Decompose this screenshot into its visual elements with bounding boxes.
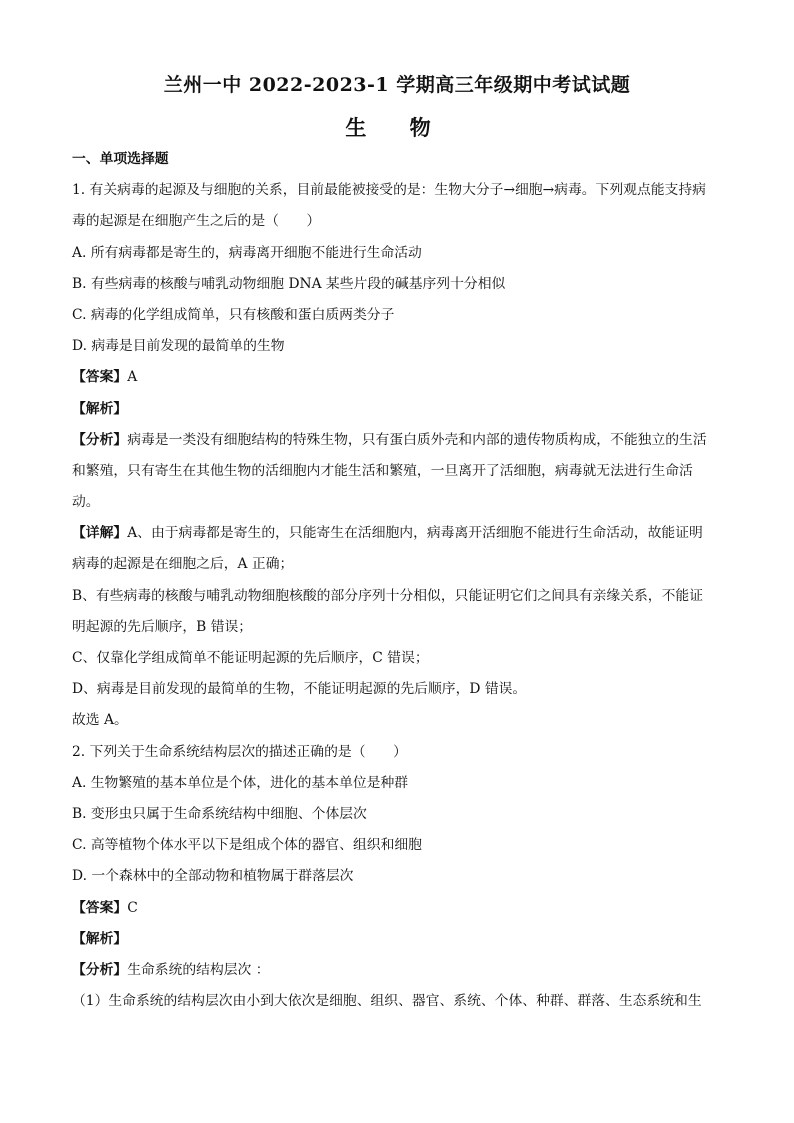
q2-fenxi-text-1: 生命系统的结构层次 ： [127, 961, 270, 978]
page-title: 兰州一中 2022-2023-1 学期高三年级期中考试试题 [163, 74, 631, 96]
subject-title: 生 物 [345, 115, 449, 140]
q1-fenxi-line-2: 和繁殖，只有寄生在其他生物的活细胞内才能生活和繁殖，一旦离开了活细胞，病毒就无法进行生命活 [72, 462, 693, 479]
q1-jiexi-tag: 【解析】 [72, 400, 128, 417]
q1-xiangjie-d: D、病毒是目前发现的最简单的生物，不能证明起源的先后顺序，D 错误。 [72, 681, 527, 698]
q1-xiangjie-a-line-2: 病毒的起源是在细胞之后，A 正确； [72, 556, 294, 573]
q2-answer-tag: 【答案】 [72, 899, 128, 916]
q1-xiangjie-b-line-2: 明起源的先后顺序，B 错误； [72, 618, 253, 635]
q1-fenxi-line-1 [72, 430, 722, 450]
section-heading: 一、单项选择题 [72, 151, 169, 167]
q1-fenxi-line-3: 动。 [72, 494, 100, 511]
q2-fenxi-tag: 【分析】 [72, 961, 128, 978]
q1-xiangjie-b-line-1: B、有些病毒的核酸与哺乳动物细胞核酸的部分序列十分相似，只能证明它们之间具有亲缘关系，不能证 [72, 587, 703, 604]
q1-option-b: B. 有些病毒的核酸与哺乳动物细胞 DNA 某些片段的碱基序列十分相似 [72, 275, 506, 292]
q1-option-c: C. 病毒的化学组成简单，只有核酸和蛋白质两类分子 [72, 306, 395, 323]
q2-jiexi-tag: 【解析】 [72, 930, 128, 947]
q1-option-a: A. 所有病毒都是寄生的，病毒离开细胞不能进行生命活动 [72, 244, 422, 261]
q1-xiangjie-c: C、仅靠化学组成简单不能证明起源的先后顺序，C 错误； [72, 650, 429, 666]
document-body [72, 149, 722, 1022]
q1-stem-line-1: 1. 有关病毒的起源及与细胞的关系，目前最能被接受的是：生物大分子→细胞→病毒。下列观点能支持病 [72, 182, 706, 199]
q2-fenxi-line-1 [72, 960, 722, 980]
q1-option-d: D. 病毒是目前发现的最简单的生物 [72, 338, 285, 355]
q2-option-a: A. 生物繁殖的基本单位是个体，进化的基本单位是种群 [72, 774, 409, 791]
q1-fenxi-tag: 【分析】 [72, 431, 128, 448]
q1-fenxi-text-1: 病毒是一类没有细胞结构的特殊生物，只有蛋白质外壳和内部的遗传物质构成，不能独立的生活 [127, 431, 707, 448]
q2-option-b: B. 变形虫只属于生命系统结构中细胞、个体层次 [72, 805, 367, 822]
q1-answer-value: A [127, 369, 138, 386]
q2-answer [72, 898, 722, 918]
q1-answer-tag: 【答案】 [72, 369, 128, 386]
q1-answer [72, 367, 722, 387]
q1-xiangjie-a-text-1: A、由于病毒都是寄生的，只能寄生在活细胞内，病毒离开活细胞不能进行生命活动，故能证明 [127, 525, 703, 542]
q2-option-d: D. 一个森林中的全部动物和植物属于群落层次 [72, 868, 354, 885]
q2-stem: 2. 下列关于生命系统结构层次的描述正确的是（ ） [72, 743, 407, 760]
q2-fenxi-line-2: （1）生命系统的结构层次由小到大依次是细胞、组织、器官、系统、个体、种群、群落、生态系统和生 [72, 993, 702, 1010]
q1-conclusion: 故选 A。 [72, 712, 128, 729]
q1-xiangjie-tag: 【详解】 [72, 525, 128, 542]
q2-answer-value: C [127, 899, 138, 916]
q1-xiangjie-a-line-1 [72, 523, 722, 543]
q2-option-c: C. 高等植物个体水平以下是组成个体的器官、组织和细胞 [72, 837, 422, 854]
q1-stem-line-2: 毒的起源是在细胞产生之后的是（ ） [72, 213, 321, 230]
